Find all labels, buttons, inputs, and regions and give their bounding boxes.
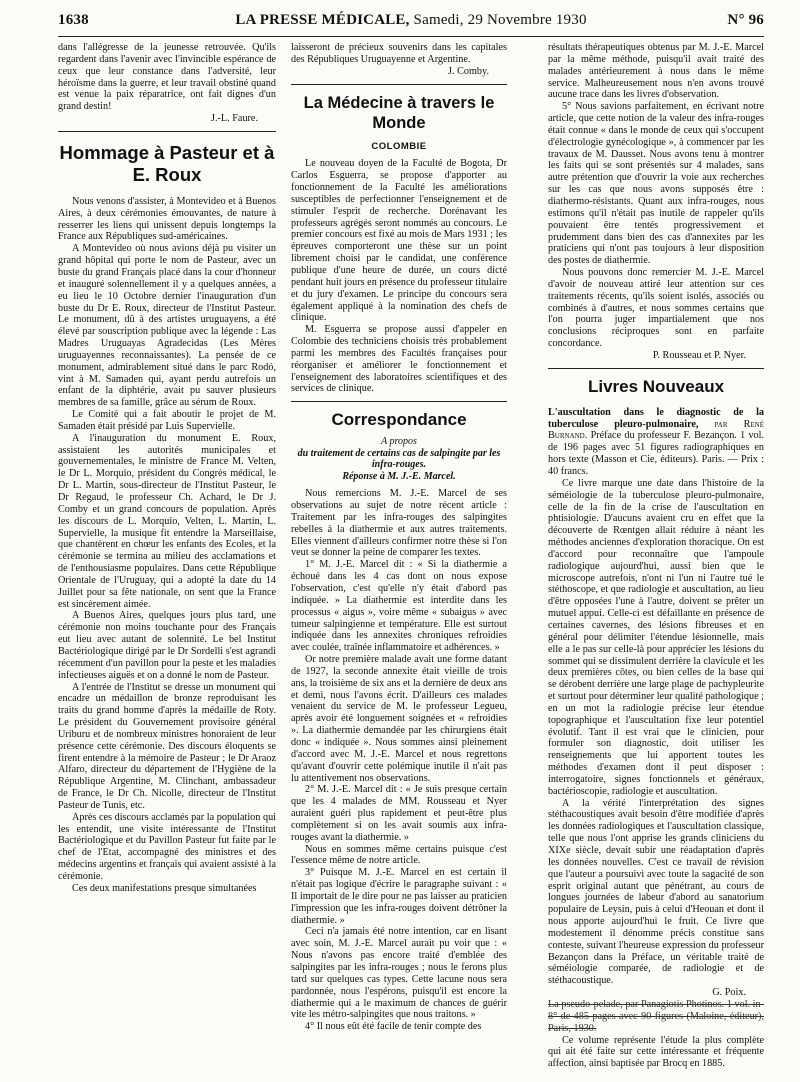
article-paragraph: Le nouveau doyen de la Faculté de Bogota, Dr Carlos Esguerra, se propose d'apporter au fonctionnement de la Faculté les améliorations susceptibles de perfectionner l'enseignement et de stimuler l'esprit de recherche. Dorénavant les professeurs agrégés seront nommés au concours. Le premier concours est fixé au mois de Mars 1931 ; les épreuves comporteront une thèse sur un point librement choisi par le candidat, une conférence publique d'une heure de durée, un cours dicté pendant huit jours en présence du professeur titulaire et du jury d'examen. Le principe du concours sera également appliqué à la nomination des chefs de clinique. xyxy=(291,158,507,324)
article-paragraph: Ceci n'a jamais été notre intention, car en lisant avec soin, M. J.-E. Marcel aurait pu voir que : « Nous n'avons pas encore traité d'emblée des salpingites par les infra-rouges ; nous le ferons plus tard sur quelques cas types. Cette lacune nous sera pardonnée, nous l'espérons, puisqu'il est encore la diathermie qui a le maximum de chances de guérir vite les métro-salpingites que nous traitons. » xyxy=(291,926,507,1021)
correspondance-subject xyxy=(291,436,507,482)
review-signature: G. Poix. xyxy=(712,987,746,999)
apropos-line: du traitement de certains cas de salpingite par les infra-rouges. xyxy=(297,447,501,471)
article-paragraph: Nous remercions M. J.-E. Marcel de ses observations au sujet de notre récent article : Traitement par les infra-rouges des salpingites rebelles à la diathermie et aux autres traitements. Elles viennent d'ailleurs confirmer notre thèse si l'on veut se donner la peine de comparer les textes. xyxy=(291,488,507,559)
article-paragraph: Or notre première malade avait une forme datant de 1927, la seconde annexite était vieille de trois ans, la troisième de six ans et la dernière de deux ans et demi, nous l'avons écrit. D'ailleurs ces malades venaient du service de M. le professeur Legueu, après avoir été longuement soignées et « refroidies ». La diathermie demandée par les chirurgiens était donc « indiquée ». Nous sommes ainsi pleinement d'accord avec M. J.-E. Marcel et nous regrettons qu'avant d'ouvrir cette polémique inutile il n'ait pas lu attentivement nos observations. xyxy=(291,654,507,784)
issue-number: N° 96 xyxy=(727,12,764,28)
subheading-colombie: COLOMBIE xyxy=(371,140,427,152)
column-2 xyxy=(291,42,507,1033)
review-paragraph: A la vérité l'interprétation des signes stéthacoustiques avait besoin d'être modifiée d'après les données radiologiques et l'auscultation classique, telle que nous l'ont apprise les grands cliniciens du XIXe siècle, devait subir une réadaptation d'après les données nouvelles. C'est ce travail de révision que l'auteur a poursuivi avec toute la sagacité de son esprit original autant que pénétrant, au cours de longues journées de labeur d'abord au sanatorium populaire de Leysin, puis à celui d'Heouan et dont il nous apporte aujourd'hui le fruit. Ce livre que modestement il dénomme précis constitue sans conteste, suivant l'heureuse expression du professeur Bezançon dans la Préface, un véritable traité de séméiologie comparée, de radiologie et de stéthacoustique. xyxy=(548,797,764,987)
review-paragraph: Ce volume représente l'étude la plus complète qui ait été faite sur cette intéressante et fréquente affection, ainsi baptisée par Brocq en 1885. xyxy=(548,1034,764,1070)
column-3 xyxy=(548,42,764,1070)
article-paragraph: Après ces discours acclamés par la population qui les entendit, une visite intéressante de l'Institut Bactériologique et du Pavillon Pasteur fut faite par le chef de l'Etat, accompagné des ministres et des médecins argentins et français qui avaient assisté à la cérémonie. xyxy=(58,811,276,882)
section-heading-livres: Livres Nouveaux xyxy=(587,376,725,396)
article-paragraph: Ces deux manifestations presque simultanées xyxy=(72,882,257,894)
col2-intro-text: laisseront de précieux souvenirs dans les capitales des Républiques Uruguayenne et Argentine. xyxy=(291,42,507,65)
column-1 xyxy=(58,42,276,895)
article-paragraph: 3° Puisque M. J.-E. Marcel en est certain il n'était pas logique d'écrire le paragraphe suivant : « Il importait de le dire pour ne pas laisser au praticien l'impression que les infra-rouges doivent détrôner la diathermie. » xyxy=(291,867,507,926)
col2-intro-signature: J. Comby. xyxy=(448,65,489,77)
section-heading-monde: La Médecine à travers le Monde xyxy=(303,93,495,132)
page-header xyxy=(58,12,764,37)
pasteur-article-body xyxy=(58,196,276,895)
article-paragraph: 2° M. J.-E. Marcel dit : « Je suis presque certain que les 4 malades de MM. Rousseau et Nyer auraient guéri plus rapidement et peut-être plus complètement si on les avait soumis aux infra-rouges avant la diathermie. » xyxy=(291,784,507,843)
col1-intro-signature: J.-L. Faure. xyxy=(211,113,258,125)
col3-intro-signature: P. Rousseau et P. Nyer. xyxy=(652,349,746,361)
journal-name: LA PRESSE MÉDICALE, xyxy=(235,12,410,28)
book-entry-pseudo-pelade: La pseudo-pelade, par Panagiotis Photinos. 1 vol. in-8° de 485 pages avec 90 figures (Maloine, éditeur), Paris, 1930. xyxy=(548,998,764,1034)
section-divider xyxy=(548,368,764,369)
section-divider xyxy=(291,84,507,85)
section-heading-correspondance: Correspondance xyxy=(331,410,467,430)
section-divider xyxy=(58,131,276,132)
article-paragraph: A Buenos Aires, quelques jours plus tard, une cérémonie non moins touchante pour des Français eut lieu avec autant de solennité. Le bel Institut Bactériologique dirigé par le Dr Sordelli s'est agrandi récemment d'un pavillon pour la peste et les maladies infectieuses aiguës et on a donné le nom de Pasteur. xyxy=(58,610,276,681)
book-details: Préface du professeur F. Bezançon. 1 vol. de 196 pages avec 51 figures radiographiques en hors texte (Masson et Cie, éditeurs). Paris. — Prix : 40 francs. xyxy=(548,430,765,477)
book-author: par René Burnand. xyxy=(548,418,764,442)
article-paragraph: Le Comité qui a fait aboutir le projet de M. Samaden était présidé par Luis Supervielle. xyxy=(58,409,276,432)
article-paragraph: Nous pouvons donc remercier M. J.-E. Marcel d'avoir de nouveau attiré leur attention sur ces traitements récents, qu'ils soient isolés, associés ou combinés à d'autres, et nous sommes certains que l'on pourra juger impartialement que nos conclusions réciproques sont en parfaite concordance. xyxy=(548,267,764,350)
article-paragraph: 5° Nous savions parfaitement, en écrivant notre article, que cette notion de la valeur des infra-rouges était connue « dans le monde de ceux qui s'occupent d'électrologie gynécologique », à commencer par les travaux de M. Dausset. Nous avons tenu à montrer les faits qui se sont présentés sur 4 malades, sans autre prétention que d'ouvrir la voie aux recherches sur les cas que nous avons supposés être : diathermo-résistants. Quant aux infra-rouges, nous estimons qu'il n'était pas inutile de rappeler qu'ils pouvaient être tentés progressivement et prudemment dans bien des cas d'annexites par les praticiens qui n'ont pas toujours à leur disposition des postes de diathermie. xyxy=(548,101,764,267)
article-paragraph: résultats thérapeutiques obtenus par M. J.-E. Marcel par la même méthode, puisqu'il avait traité des malades antérieurement à nous dans le même service. Malheureusement nous n'en avons trouvé aucune trace dans les livres d'observation. xyxy=(548,42,764,101)
apropos-line: Réponse à M. J.-E. Marcel. xyxy=(342,470,456,482)
article-paragraph: A l'inauguration du monument E. Roux, assistaient les autorités municipales et gouvernementales, le ministre de France M. Velten, le Dr L. Morquio, président du Congrès médical, le Dr L. Martin, sous-directeur de l'Institut Pasteur, le Dr Regaud, le professeur Ch. Achard, le Dr J. Comby et un grand concours de population. Après les discours de L. Morquio, Velten, L. Martin, L. Supervielle, la musique fit entendre la Marseillaise, que chantèrent en chœur les enfants des Ecoles, et la cérémonie se termina au milieu des acclamations et de l'enthousiasme populaires. Dans cette République Orientale de l'Uruguay, qui a adopté la date du 14 Juillet pour sa fête nationale, on sent que la France est sincèrement aimée. xyxy=(58,432,276,610)
article-paragraph: Nous venons d'assister, à Montevideo et à Buenos Aires, à deux cérémonies émouvantes, de nature à resserrer les liens qui unissent depuis longtemps la France aux Républiques sud-américaines. xyxy=(58,195,276,243)
article-paragraph: Nous en sommes même certains puisque c'est l'essence même de notre article. xyxy=(291,843,507,867)
review-paragraph: Ce livre marque une date dans l'histoire de la séméiologie de la tuberculose pleuro-pulmonaire, celle de la fin de la crise de l'auscultation en phtisiologie. D'aucuns avaient cru en effet que la découverte de Rœntgen allait réduire à néant les méthodes anciennes d'exploration thoracique. On est d'accord pour reconnaître que l'ampoule radiologique aujourd'hui, aussi bien que le microscope autrefois, n'ont ni l'un ni l'autre tué le stéthoscope, et que radiologie et auscultation, au lieu d'être opposées l'une à l'autre, doivent se prêter un mutuel appui. Celle-ci est défaillante en présence de certaines cavernes, des lésions fibreuses et en général pour délimiter l'étendue lésionnelle, mais elle a le pas sur celle-là pour apprécier les lésions du sommet qui se dissimulent derrière la clavicule et les deux premières côtes, ou bien celles de la base qui se dérobent derrière une large plage de pachypleurite et surtout pour déterminer leur qualité pathologique ; en un mot la radiologie précise leur étendue topographique et l'auscultation fixe leur potentiel évolutif. Tant il est vrai que le clinicien, pour formuler son diagnostic, doit utiliser les renseignements que lui apportent toutes les méthodes d'examen dont il peut disposer : interrogatoire, signes fonctionnels et généraux, bactérioscopie, radiologie et auscultation. xyxy=(548,477,764,797)
page-number: 1638 xyxy=(58,12,89,28)
article-heading-pasteur: Hommage à Pasteur et à E. Roux xyxy=(59,141,275,185)
issue-date: Samedi, 29 Novembre 1930 xyxy=(413,12,587,28)
article-paragraph: M. Esguerra se propose aussi d'appeler en Colombie des techniciens choisis très probablement parmi les membres des Facultés françaises pour réorganiser et améliorer le fonctionnement et l'enseignement des laboratoires scientifiques et des services de clinique. xyxy=(291,324,507,395)
article-paragraph: 4° Il nous eût été facile de tenir compte des xyxy=(305,1021,482,1033)
article-paragraph: 1° M. J.-E. Marcel dit : « Si la diathermie a échoué dans les 4 cas dont on nous expose l'observation, c'est qu'elle n'y était d'abord pas indiquée. » La diathermie est interdite dans les processus « aigus », voire même « subaigus » avec tumeur salpingienne et température. Elle est surtout indiquée dans les annexites chroniques refroidies avec coulée, traînée inflammatoire et adhérences. » xyxy=(291,559,507,654)
header-title xyxy=(58,12,764,29)
book-entry xyxy=(548,407,764,478)
article-paragraph: A Montevideo où nous avions déjà pu visiter un grand hôpital qui porte le nom de Pasteur, avec un buste du grand Français placé dans la cour d'honneur et inauguré solennellement il y a quelques années, a eu lieu le 10 Octobre dernier l'inauguration d'un buste du Dr E. Roux, directeur de l'Institut Pasteur. Le monument, dû à des artistes uruguayens, a été élevé par souscription publique avec la légende : Las Madres Uruguayas Agradecidas (Les Mères uruguayennes reconnaissantes). La pensée de ce monument, admirablement situé dans le parc Rodó, vint à M. Samaden qui, ayant perdu autrefois un enfant de la diphtérie, avait pu sauver plusieurs membres de sa famille, grâce au sérum de Roux. xyxy=(58,243,276,409)
article-paragraph: A l'entrée de l'Institut se dresse un monument qui encadre un médaillon de bronze reproduisant les traits du grand homme d'après la médaille de Roty. Le président du Gouvernement provisoire général Uriburu et de nombreux ministres honoraient de leur présence cette cérémonie. Des discours éloquents se firent entendre à la mémoire de Pasteur ; le Dr Araoz Alfaro, directeur du département de l'Hygiène de la République Argentine, M. Clinchant, ambassadeur de France, le Dr Ch. Nicolle, directeur de l'Institut Pasteur de Tunis, etc. xyxy=(58,681,276,811)
apropos-line: A propos xyxy=(381,436,417,448)
section-divider xyxy=(291,401,507,402)
book-title: L'auscultation dans le diagnostic de la tuberculose pleuro-pulmonaire, xyxy=(548,406,764,430)
col1-intro-text: dans l'allégresse de la jeunesse retrouvée. Qu'ils regardent dans l'avenir avec l'invincible espérance de ceux que leur constance dans l'adversité, leur héroïsme dans la guerre, et leur travail obstiné quand est venue la paix réparatrice, ont fait dignes d'un grand destin! xyxy=(58,42,276,113)
